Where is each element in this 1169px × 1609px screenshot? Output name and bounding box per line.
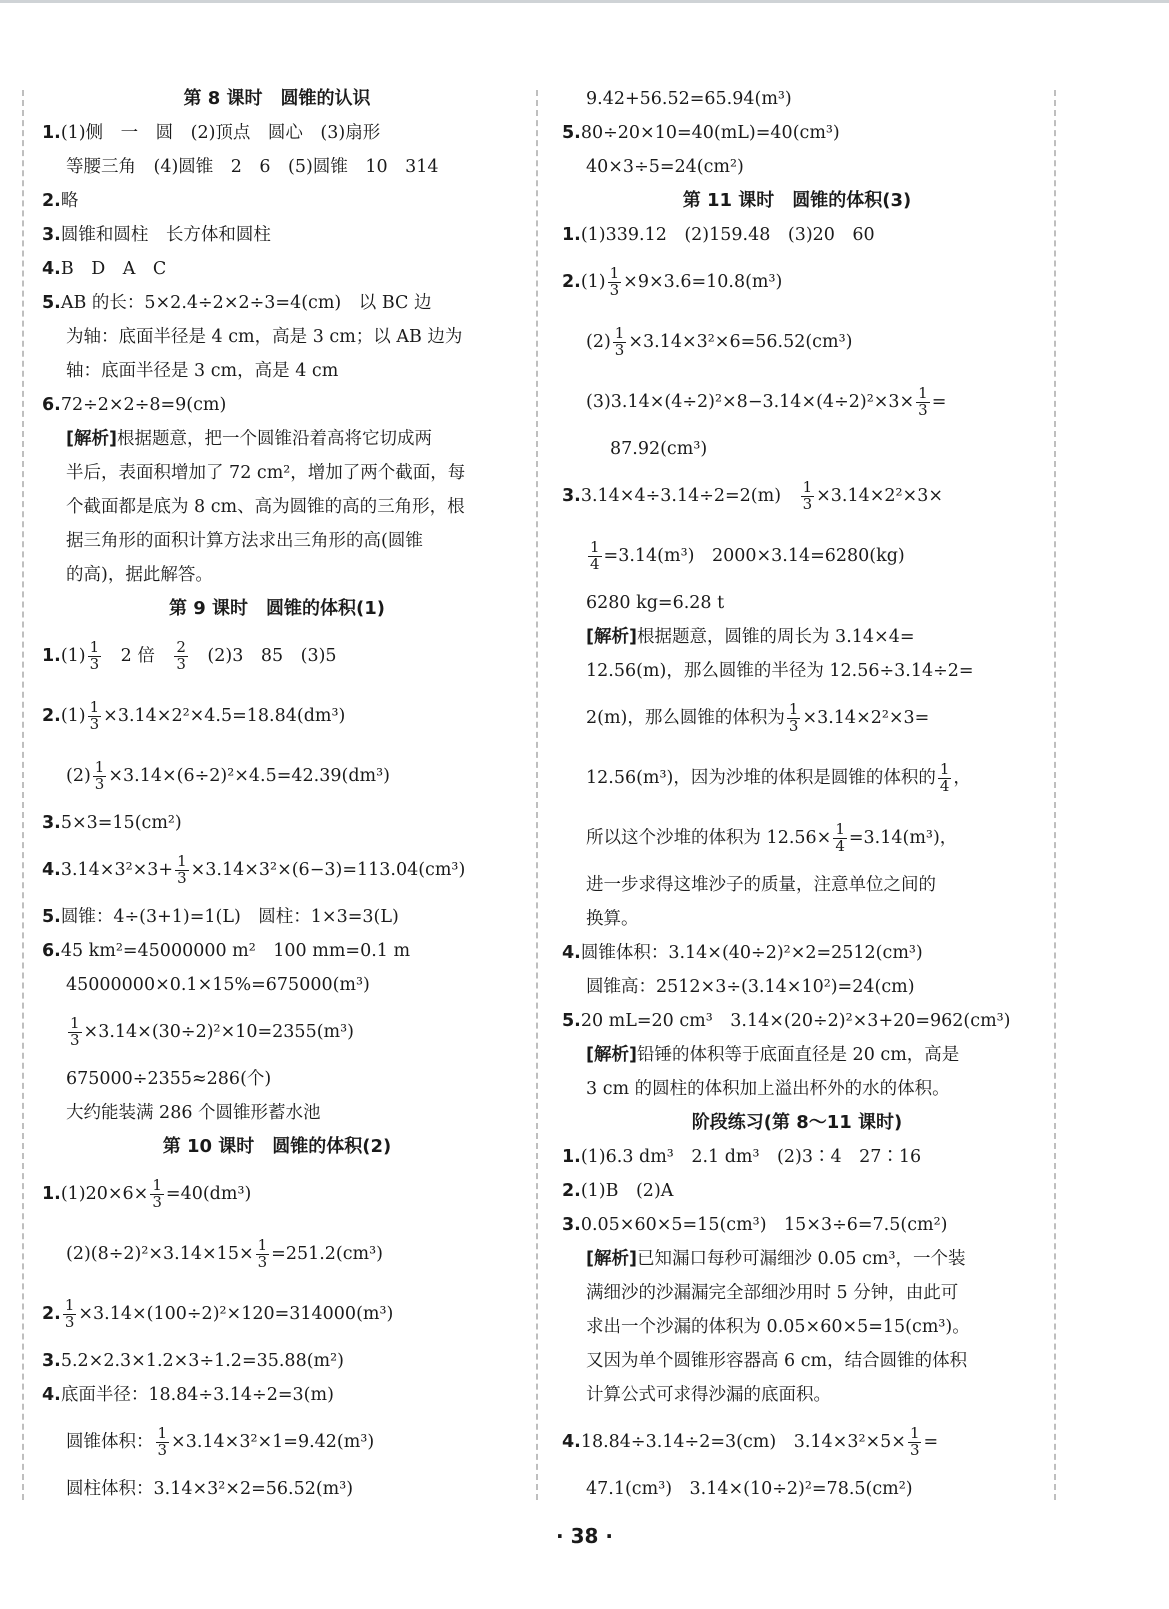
section-heading-lesson-9: 第 9 课时 圆锥的体积(1) [168, 598, 386, 619]
fraction: $\frac{1}{3}$ [614, 324, 625, 359]
answer-line: 1.(1)6.3 dm³ 2.1 dm³ (2)3∶4 27∶16 [562, 1147, 922, 1167]
item-number: 2. [562, 272, 581, 292]
section-heading-lesson-10: 第 10 课时 圆锥的体积(2) [162, 1136, 392, 1157]
fraction: $\frac{1}{3}$ [909, 1424, 920, 1459]
item-number: 3. [42, 1351, 61, 1371]
item-number: 1. [42, 1184, 61, 1204]
fraction: $\frac{1}{3}$ [89, 698, 100, 733]
answer-line: 轴：底面半径是 3 cm，高是 4 cm [66, 361, 339, 381]
page-number: · 38 · [556, 1524, 613, 1548]
answer-line: 2.略 [42, 191, 79, 211]
fraction: $\frac{1}{3}$ [609, 264, 620, 299]
explanation-line: 求出一个沙漏的体积为 0.05×60×5=15(cm³)。 [586, 1317, 970, 1337]
fraction: $\frac{1}{3}$ [257, 1236, 268, 1271]
fraction: $\frac{1}{3}$ [788, 700, 799, 735]
answer-line: 2.(1)B (2)A [562, 1181, 674, 1201]
answer-line: (3)3.14×(4÷2)²×8−3.14×(4÷2)²×3× $\frac{1}{3}$ = [586, 384, 947, 419]
explanation-line: 3 cm 的圆柱的体积加上溢出杯外的水的体积。 [586, 1079, 950, 1099]
item-number: 4. [562, 943, 581, 963]
fraction: $\frac{1}{3}$ [64, 1296, 75, 1331]
left-column [42, 82, 512, 1506]
item-number: 4. [42, 1385, 61, 1405]
answer-line: 圆锥高：2512×3÷(3.14×10²)=24(cm) [586, 977, 915, 997]
item-number: 3. [42, 225, 61, 245]
item-number: 3. [562, 486, 581, 506]
explanation-line: 据三角形的面积计算方法求出三角形的高(圆锥 [66, 531, 423, 551]
item-number: 2. [42, 191, 61, 211]
answer-line: 5.20 mL=20 cm³ 3.14×(20÷2)²×3+20=962(cm³) [562, 1011, 1011, 1031]
column-divider-left [22, 90, 24, 1500]
item-number: 1. [42, 646, 61, 666]
explanation-line: 的高)，据此解答。 [66, 565, 213, 585]
top-edge-line [0, 0, 1169, 3]
explanation-line: 计算公式可求得沙漏的底面积。 [586, 1385, 831, 1405]
answer-line: 等腰三角 (4)圆锥 2 6 (5)圆锥 10 314 [66, 157, 439, 177]
explanation-line: 半后，表面积增加了 72 cm²，增加了两个截面，每 [66, 463, 466, 483]
explanation-line: 2(m)，那么圆锥的体积为 $\frac{1}{3}$ ×3.14×2²×3= [586, 700, 930, 735]
item-number: 6. [42, 941, 61, 961]
explanation-line: [解析]根据题意，把一个圆锥沿着高将它切成两 [66, 429, 432, 449]
column-divider-middle [536, 90, 538, 1500]
item-number: 1. [42, 123, 61, 143]
answer-line: (2)(8÷2)²×3.14×15× $\frac{1}{3}$ =251.2(cm³) [66, 1236, 383, 1271]
answer-line: 6.45 km²=45000000 m² 100 mm=0.1 m [42, 941, 411, 961]
answer-line: 圆柱体积：3.14×3²×2=56.52(m³) [66, 1479, 354, 1499]
explanation-line: [解析]铅锤的体积等于底面直径是 20 cm，高是 [586, 1045, 960, 1065]
answer-line: 3.5.2×2.3×1.2×3÷1.2=35.88(m²) [42, 1351, 344, 1371]
right-column [562, 82, 1032, 1506]
explanation-line: 个截面都是底为 8 cm、高为圆锥的高的三角形，根 [66, 497, 465, 517]
answer-line: $\frac{1}{3}$ ×3.14×(30÷2)²×10=2355(m³) [70, 1014, 354, 1049]
explanation-line: 换算。 [586, 909, 639, 929]
answer-line: 87.92(cm³) [610, 439, 708, 459]
fraction: $\frac{1}{3}$ [94, 758, 105, 793]
answer-line: 3.5×3=15(cm²) [42, 813, 182, 833]
explanation-line: [解析]已知漏口每秒可漏细沙 0.05 cm³，一个装 [586, 1249, 966, 1269]
section-heading-stage-practice: 阶段练习(第 8～11 课时) [691, 1112, 903, 1133]
answer-line: 为轴：底面半径是 4 cm，高是 3 cm；以 AB 边为 [66, 327, 463, 347]
answer-line: (2) $\frac{1}{3}$ ×3.14×3²×6=56.52(cm³) [586, 324, 853, 359]
item-number: 3. [562, 1215, 581, 1235]
answer-line: 1.(1)侧 一 圆 (2)顶点 圆心 (3)扇形 [42, 123, 381, 143]
answer-line: 3.0.05×60×5=15(cm³) 15×3÷6=7.5(cm²) [562, 1215, 948, 1235]
answer-line: 4.18.84÷3.14÷2=3(cm) 3.14×3²×5× $\frac{1}{3}$ = [562, 1424, 939, 1459]
answer-line: 2. $\frac{1}{3}$ ×3.14×(100÷2)²×120=314000(m³) [42, 1296, 394, 1331]
section-heading-lesson-8: 第 8 课时 圆锥的认识 [183, 88, 371, 109]
fraction: $\frac{2}{3}$ [176, 638, 186, 673]
item-number: 2. [42, 706, 61, 726]
answer-line: 9.42+56.52=65.94(m³) [586, 89, 792, 109]
item-number: 4. [42, 860, 61, 880]
explanation-line: [解析]根据题意，圆锥的周长为 3.14×4= [586, 627, 915, 647]
answer-line: 6280 kg=6.28 t [586, 593, 725, 613]
item-number: 1. [562, 1147, 581, 1167]
item-number: 2. [562, 1181, 581, 1201]
fraction: $\frac{1}{4}$ [939, 760, 950, 795]
answer-line: 5.圆锥：4÷(3+1)=1(L) 圆柱：1×3=3(L) [42, 907, 399, 927]
item-number: 5. [42, 907, 61, 927]
item-number: 6. [42, 395, 61, 415]
answer-line: 3.圆锥和圆柱 长方体和圆柱 [42, 225, 271, 245]
answer-line: 1.(1)339.12 (2)159.48 (3)20 60 [562, 225, 875, 245]
answer-line: 3.3.14×4÷3.14÷2=2(m) $\frac{1}{3}$ ×3.14×2²×3× [562, 478, 944, 513]
item-number: 4. [562, 1432, 581, 1452]
explanation-line: 进一步求得这堆沙子的质量，注意单位之间的 [586, 875, 936, 895]
answer-line: $\frac{1}{4}$ =3.14(m³) 2000×3.14=6280(kg) [590, 538, 905, 573]
answer-line: 4.圆锥体积：3.14×(40÷2)²×2=2512(cm³) [562, 943, 923, 963]
answer-line: 4.3.14×3²×3+ $\frac{1}{3}$ ×3.14×3²×(6−3)=113.04(cm³) [42, 852, 466, 887]
answer-line: 40×3÷5=24(cm²) [586, 157, 744, 177]
section-heading-lesson-11: 第 11 课时 圆锥的体积(3) [682, 190, 912, 211]
answer-line: (2) $\frac{1}{3}$ ×3.14×(6÷2)²×4.5=42.39(dm³) [66, 758, 390, 793]
answer-line: 675000÷2355≈286(个) [66, 1069, 272, 1089]
answer-line: 4.B D A C [42, 259, 167, 279]
fraction: $\frac{1}{3}$ [177, 852, 187, 887]
fraction: $\frac{1}{3}$ [70, 1014, 80, 1049]
answer-line: 4.底面半径：18.84÷3.14÷2=3(m) [42, 1385, 334, 1405]
answer-line: 大约能装满 286 个圆锥形蓄水池 [66, 1103, 321, 1123]
answer-line: 1.(1)20×6× $\frac{1}{3}$ =40(dm³) [42, 1176, 252, 1211]
answer-line: 45000000×0.1×15%=675000(m³) [66, 975, 370, 995]
answer-line: 2.(1) $\frac{1}{3}$ ×9×3.6=10.8(m³) [562, 264, 783, 299]
answer-line: 6.72÷2×2÷8=9(cm) [42, 395, 227, 415]
item-number: 5. [562, 123, 581, 143]
answer-line: 47.1(cm³) 3.14×(10÷2)²=78.5(cm²) [586, 1479, 913, 1499]
analysis-tag: [解析] [66, 429, 117, 449]
explanation-line: 12.56(m³)，因为沙堆的体积是圆锥的体积的 $\frac{1}{4}$ ， [586, 760, 971, 795]
item-number: 5. [562, 1011, 581, 1031]
fraction: $\frac{1}{3}$ [918, 384, 928, 419]
explanation-line: 所以这个沙堆的体积为 12.56× $\frac{1}{4}$ =3.14(m³)， [586, 820, 958, 855]
fraction: $\frac{1}{3}$ [152, 1176, 162, 1211]
explanation-line: 满细沙的沙漏漏完全部细沙用时 5 分钟，由此可 [586, 1283, 959, 1303]
explanation-line: 又因为单个圆锥形容器高 6 cm，结合圆锥的体积 [586, 1351, 968, 1371]
answer-line: 5.AB 的长：5×2.4÷2×2÷3=4(cm) 以 BC 边 [42, 293, 432, 313]
fraction: $\frac{1}{4}$ [835, 820, 845, 855]
answer-line: 5.80÷20×10=40(mL)=40(cm³) [562, 123, 840, 143]
answer-line: 1.(1) $\frac{1}{3}$ 2 倍 $\frac{2}{3}$ (2)3 85 (3)5 [42, 638, 337, 673]
column-divider-right [1054, 90, 1056, 1500]
explanation-line: 12.56(m)，那么圆锥的半径为 12.56÷3.14÷2= [586, 661, 974, 681]
answer-line: 2.(1) $\frac{1}{3}$ ×3.14×2²×4.5=18.84(dm³) [42, 698, 346, 733]
answer-line: 圆锥体积： $\frac{1}{3}$ ×3.14×3²×1=9.42(m³) [66, 1424, 375, 1459]
fraction: $\frac{1}{4}$ [590, 538, 600, 573]
item-number: 3. [42, 813, 61, 833]
item-number: 2. [42, 1304, 61, 1324]
item-number: 1. [562, 225, 581, 245]
fraction: $\frac{1}{3}$ [802, 478, 813, 513]
analysis-tag: [解析] [586, 627, 637, 647]
analysis-tag: [解析] [586, 1045, 637, 1065]
fraction: $\frac{1}{3}$ [157, 1424, 168, 1459]
fraction: $\frac{1}{3}$ [89, 638, 100, 673]
item-number: 4. [42, 259, 61, 279]
analysis-tag: [解析] [586, 1249, 637, 1269]
item-number: 5. [42, 293, 61, 313]
